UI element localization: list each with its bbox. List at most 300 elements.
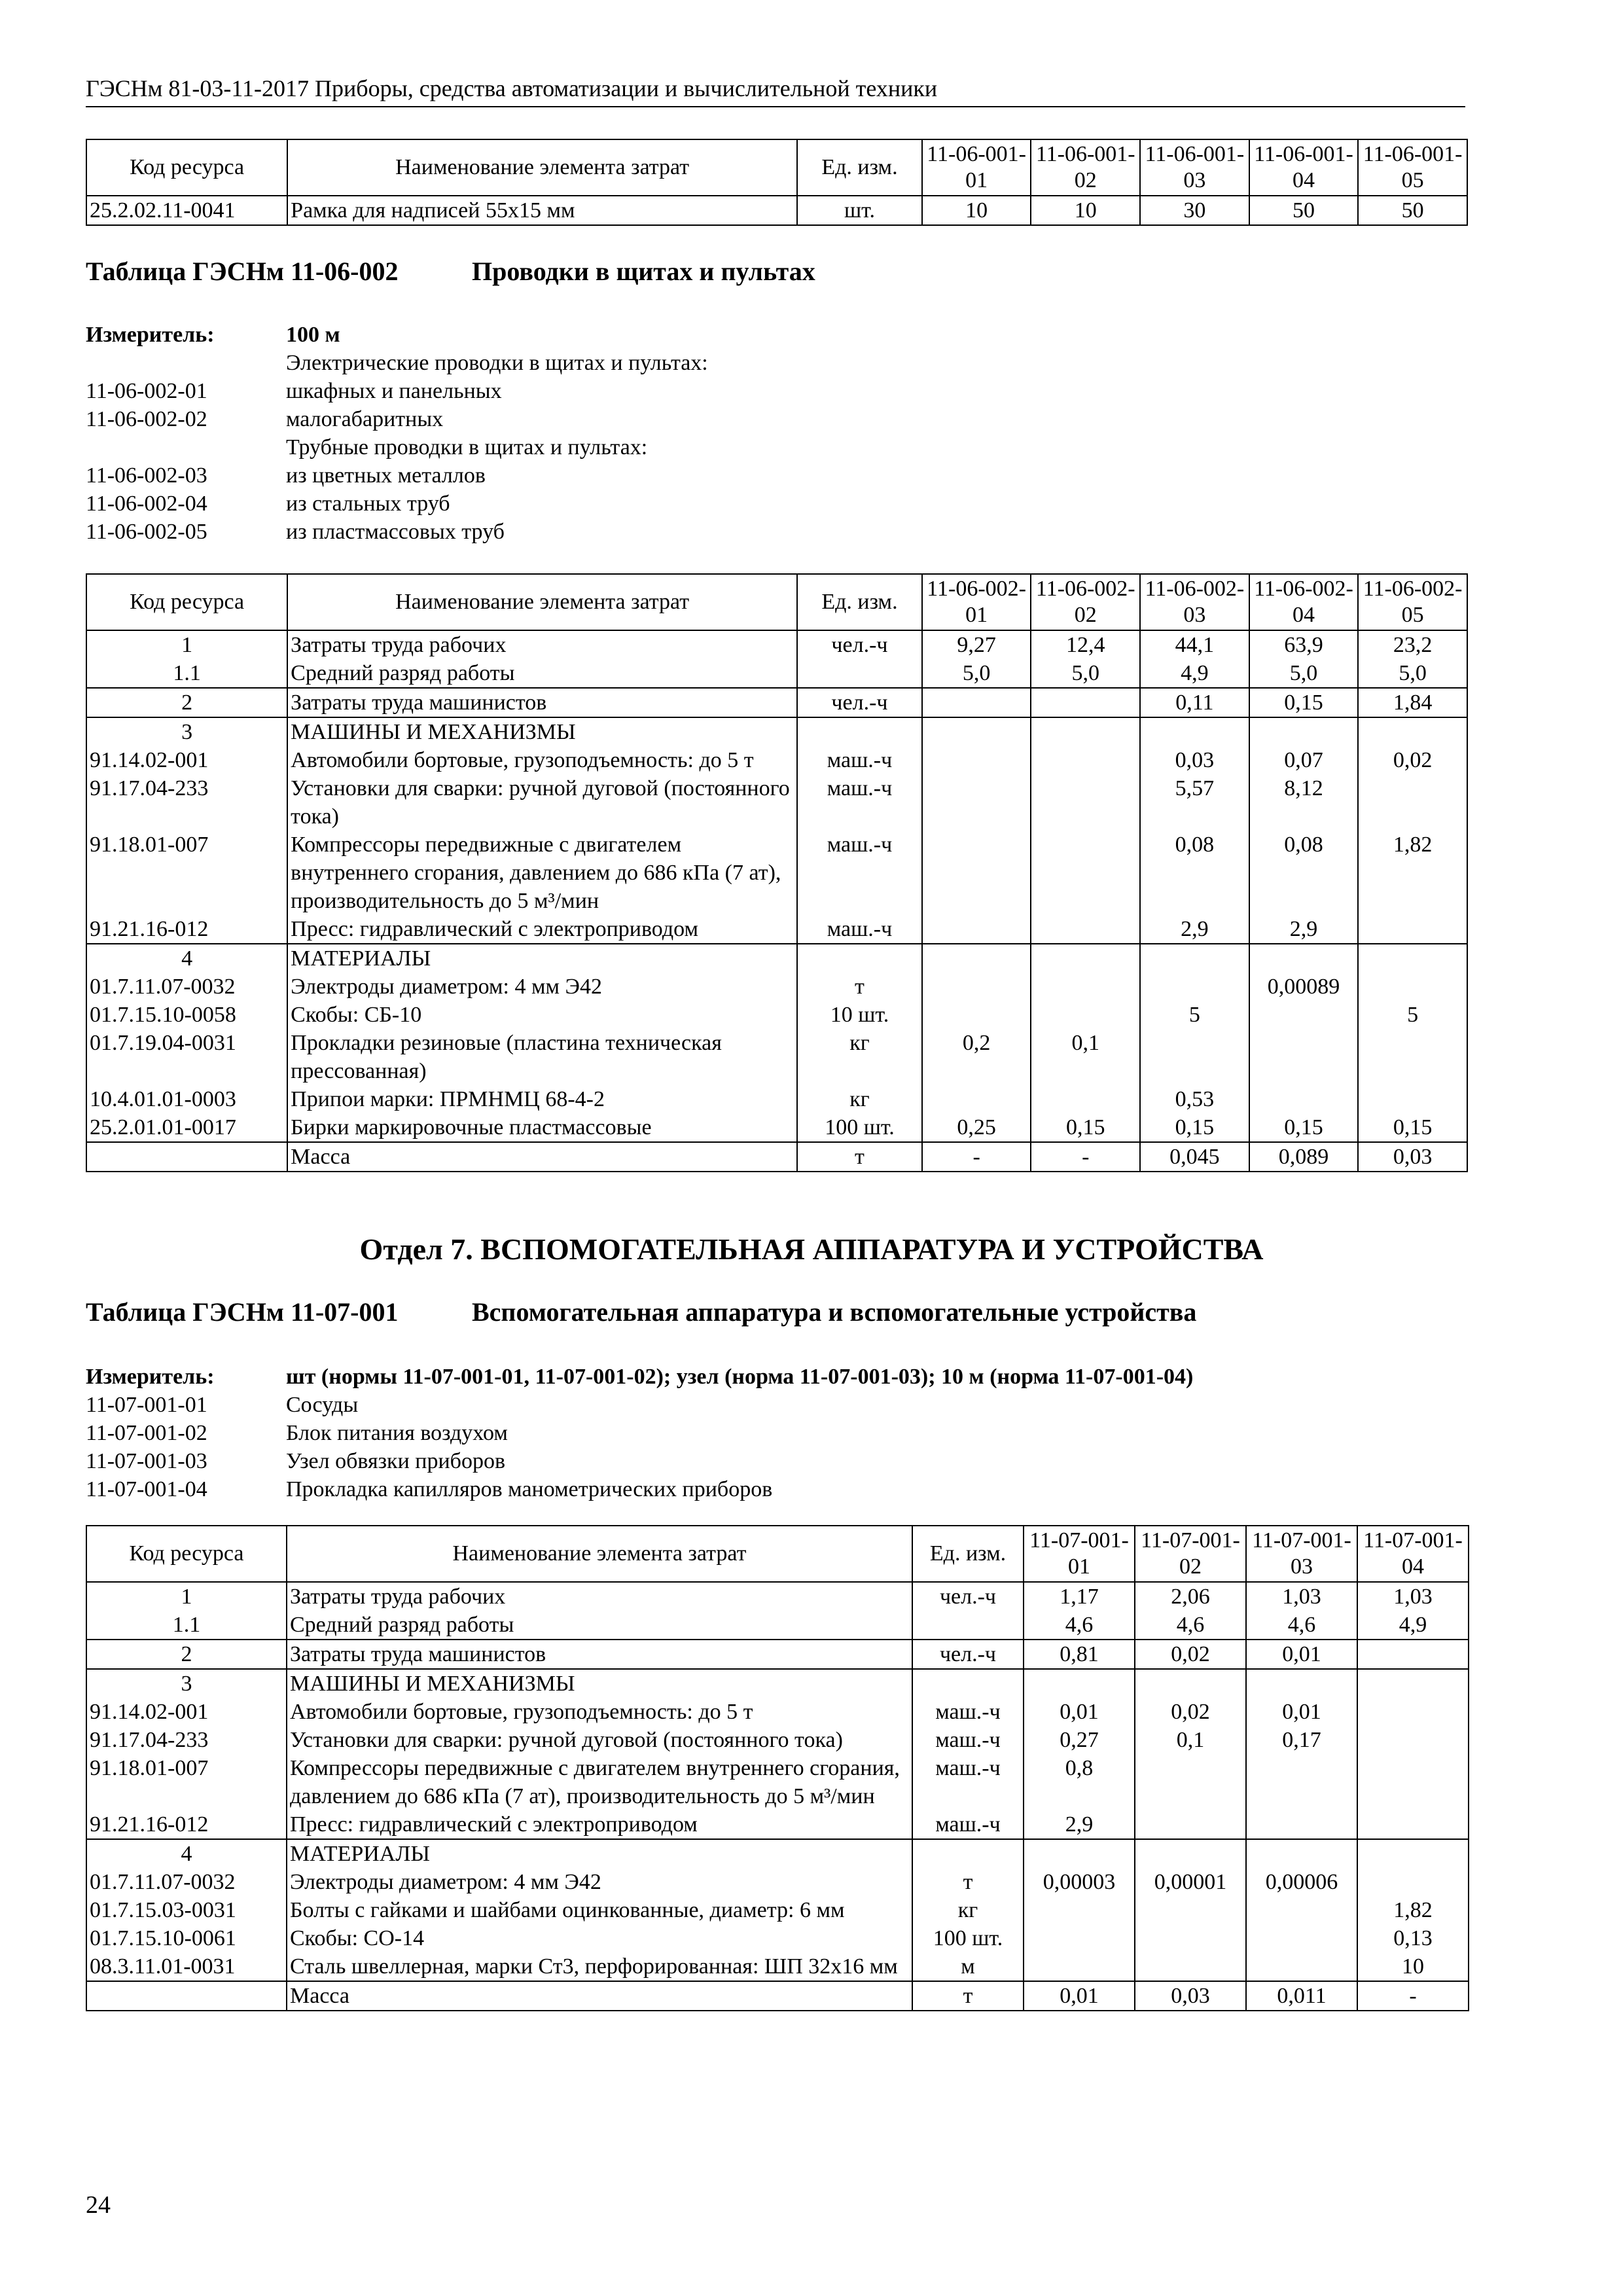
norm-value-cell [1357, 1754, 1469, 1810]
table-row [86, 1001, 1467, 1029]
meter-block-11-06-002 [86, 321, 708, 546]
cost-element-name-cell: Припои марки: ПРМНМЦ 68-4-2 [287, 1085, 797, 1113]
norm-value-cell: 0,03 [1140, 746, 1249, 774]
norm-value-cell [1246, 1669, 1357, 1698]
norm-value-cell: 0,15 [1358, 1113, 1467, 1142]
resource-code-cell: 91.21.16-012 [86, 1810, 287, 1839]
table-row [86, 1640, 1469, 1669]
table-row [86, 688, 1467, 717]
norm-value-cell: 0,00006 [1246, 1868, 1357, 1896]
norm-code: 11-06-002-03 [86, 463, 207, 488]
column-header: Наименование элемента затрат [287, 574, 797, 630]
norm-value-cell [1249, 717, 1359, 746]
column-header: 11-06-001-01 [922, 139, 1031, 196]
resource-code-cell: 1 [86, 630, 287, 659]
norm-value-cell [1358, 1029, 1467, 1085]
meter-row [86, 490, 708, 518]
table-header [86, 1526, 1469, 1582]
table-header [86, 574, 1467, 630]
resource-code-cell: 01.7.15.10-0058 [86, 1001, 287, 1029]
norm-value-cell: 50 [1358, 196, 1467, 225]
cost-element-name-cell: МАТЕРИАЛЫ [287, 1839, 912, 1868]
norm-description: шкафных и панельных [286, 379, 502, 403]
norm-value-cell [922, 1001, 1031, 1029]
norm-value-cell: 2,9 [1140, 915, 1249, 944]
meter-row [86, 461, 708, 490]
norm-value-cell: 44,1 [1140, 630, 1249, 659]
norm-value-cell [1135, 1839, 1246, 1868]
norm-value-cell: 0,15 [1140, 1113, 1249, 1142]
norm-value-cell: 0,089 [1249, 1142, 1359, 1172]
norm-value-cell: 9,27 [922, 630, 1031, 659]
norm-value-cell [1357, 1810, 1469, 1839]
norm-value-cell [1358, 1085, 1467, 1113]
norm-description: из пластмассовых труб [286, 520, 505, 544]
norm-description: 100 м [286, 323, 340, 347]
norm-value-cell: 2,06 [1135, 1582, 1246, 1611]
norm-value-cell: 5 [1358, 1001, 1467, 1029]
column-header: 11-07-001-01 [1024, 1526, 1135, 1582]
table-header [86, 139, 1467, 196]
cost-element-name-cell: Скобы: СО-14 [287, 1924, 912, 1952]
column-header: 11-06-002-03 [1140, 574, 1249, 630]
resource-code-cell: 01.7.11.07-0032 [86, 973, 287, 1001]
unit-cell [797, 717, 922, 746]
resource-code-cell: 91.14.02-001 [86, 746, 287, 774]
table-name: Проводки в щитах и пультах [472, 257, 815, 286]
column-header: Ед. изм. [797, 139, 922, 196]
table-row [86, 1698, 1469, 1726]
cost-element-name-cell: Затраты труда рабочих [287, 630, 797, 659]
norm-value-cell: 4,6 [1135, 1611, 1246, 1640]
column-header: 11-06-001-02 [1031, 139, 1140, 196]
norm-value-cell: 0,53 [1140, 1085, 1249, 1113]
norm-value-cell: 1,17 [1024, 1582, 1135, 1611]
norm-code: Измеритель: [86, 323, 215, 347]
table-row [86, 1868, 1469, 1896]
resource-code-cell: 91.17.04-233 [86, 774, 287, 831]
cost-element-name-cell: Сталь швеллерная, марки Ст3, перфорированная: ШП 32х16 мм [287, 1952, 912, 1981]
table-11-06-001-continuation [86, 139, 1468, 226]
table-row [86, 1981, 1469, 2011]
norm-value-cell [1135, 1754, 1246, 1810]
cost-element-name-cell: Средний разряд работы [287, 659, 797, 688]
norm-value-cell [1031, 944, 1140, 973]
norm-value-cell: 0,01 [1246, 1640, 1357, 1669]
cost-element-name-cell: Электроды диаметром: 4 мм Э42 [287, 973, 797, 1001]
norm-value-cell: 0,011 [1246, 1981, 1357, 2011]
norm-value-cell [1024, 1924, 1135, 1952]
table-name: Вспомогательная аппаратура и вспомогательные устройства [472, 1297, 1197, 1327]
norm-code: 11-07-001-04 [86, 1477, 207, 1501]
meter-row [86, 1447, 1193, 1475]
page-number: 24 [86, 2191, 111, 2219]
norm-value-cell [922, 746, 1031, 774]
norm-value-cell [922, 831, 1031, 915]
norm-value-cell: 0,045 [1140, 1142, 1249, 1172]
norm-value-cell: 2,9 [1024, 1810, 1135, 1839]
norm-value-cell [1140, 717, 1249, 746]
unit-cell: маш.-ч [797, 831, 922, 915]
resource-code-cell: 4 [86, 1839, 287, 1868]
norm-code: 11-07-001-03 [86, 1449, 207, 1473]
resource-code-cell: 1.1 [86, 659, 287, 688]
norm-value-cell [1246, 1952, 1357, 1981]
unit-cell: кг [797, 1029, 922, 1085]
resource-code-cell: 01.7.19.04-0031 [86, 1029, 287, 1085]
column-header: 11-06-002-04 [1249, 574, 1359, 630]
resource-code-cell: 91.18.01-007 [86, 1754, 287, 1810]
norm-value-cell [1024, 1669, 1135, 1698]
norm-value-cell: 50 [1249, 196, 1359, 225]
norm-value-cell: 5,0 [1358, 659, 1467, 688]
norm-value-cell [922, 944, 1031, 973]
resource-code-cell: 10.4.01.01-0003 [86, 1085, 287, 1113]
norm-value-cell [1140, 1029, 1249, 1085]
norm-value-cell: 0,13 [1357, 1924, 1469, 1952]
cost-element-name-cell: Компрессоры передвижные с двигателем внутреннего сгорания, давлением до 686 кПа (7 ат), производительность до 5 м³/мин [287, 831, 797, 915]
table-row [86, 831, 1467, 915]
norm-value-cell: 30 [1140, 196, 1249, 225]
norm-value-cell [1357, 1726, 1469, 1754]
norm-code: 11-06-002-01 [86, 379, 207, 403]
norm-value-cell [1246, 1896, 1357, 1924]
resource-code-cell: 91.17.04-233 [86, 1726, 287, 1754]
norm-value-cell: - [922, 1142, 1031, 1172]
table-row [86, 1952, 1469, 1981]
unit-cell [912, 1839, 1024, 1868]
cost-element-name-cell: Затраты труда рабочих [287, 1582, 912, 1611]
unit-cell: кг [912, 1896, 1024, 1924]
norm-value-cell [1140, 944, 1249, 973]
cost-element-name-cell: Рамка для надписей 55х15 мм [287, 196, 797, 225]
norm-value-cell [1358, 717, 1467, 746]
norm-value-cell [1135, 1810, 1246, 1839]
norm-description: Сосуды [286, 1393, 359, 1417]
norm-value-cell: 5,0 [1249, 659, 1359, 688]
norm-value-cell: 0,81 [1024, 1640, 1135, 1669]
norm-value-cell: 2,9 [1249, 915, 1359, 944]
norm-description: Прокладка капилляров манометрических приборов [286, 1477, 773, 1501]
table-row [86, 1669, 1469, 1698]
resource-code-cell: 1 [86, 1582, 287, 1611]
cost-element-name-cell: Болты с гайками и шайбами оцинкованные, диаметр: 6 мм [287, 1896, 912, 1924]
cost-element-name-cell: Средний разряд работы [287, 1611, 912, 1640]
norm-value-cell: 1,84 [1358, 688, 1467, 717]
norm-value-cell [1024, 1896, 1135, 1924]
section-title: Отдел 7. ВСПОМОГАТЕЛЬНАЯ АППАРАТУРА И УСТРОЙСТВА [359, 1232, 1264, 1266]
norm-value-cell [1135, 1669, 1246, 1698]
column-header: Код ресурса [86, 1526, 287, 1582]
cost-element-name-cell: Затраты труда машинистов [287, 1640, 912, 1669]
unit-cell: 10 шт. [797, 1001, 922, 1029]
norm-value-cell: 5,0 [1031, 659, 1140, 688]
norm-description: Узел обвязки приборов [286, 1449, 506, 1473]
norm-value-cell [1357, 1839, 1469, 1868]
norm-value-cell: 10 [1357, 1952, 1469, 1981]
resource-code-cell: 1.1 [86, 1611, 287, 1640]
norm-value-cell [1024, 1952, 1135, 1981]
table-row [86, 1726, 1469, 1754]
norm-value-cell: 0,1 [1031, 1029, 1140, 1085]
resource-code-cell: 91.18.01-007 [86, 831, 287, 915]
norm-value-cell [1358, 973, 1467, 1001]
unit-cell: чел.-ч [797, 630, 922, 659]
norm-code: 11-06-002-02 [86, 407, 207, 431]
meter-row [86, 518, 708, 546]
meter-row [86, 349, 708, 377]
norm-value-cell: 8,12 [1249, 774, 1359, 831]
unit-cell: маш.-ч [912, 1810, 1024, 1839]
norm-value-cell [1031, 1001, 1140, 1029]
header-row [86, 1526, 1469, 1582]
norm-value-cell [1031, 746, 1140, 774]
table-row [86, 1810, 1469, 1839]
norm-value-cell [1031, 973, 1140, 1001]
running-header: ГЭСНм 81-03-11-2017 Приборы, средства автоматизации и вычислительной техники [86, 74, 1465, 107]
norm-value-cell: 0,01 [1246, 1698, 1357, 1726]
meter-row [86, 1391, 1193, 1419]
cost-element-name-cell: Установки для сварки: ручной дуговой (постоянного тока) [287, 774, 797, 831]
norm-value-cell [1135, 1896, 1246, 1924]
table-title-11-06-002 [86, 255, 815, 288]
norm-value-cell: 12,4 [1031, 630, 1140, 659]
resource-code-cell: 91.14.02-001 [86, 1698, 287, 1726]
norm-value-cell: 10 [1031, 196, 1140, 225]
column-header: 11-06-001-03 [1140, 139, 1249, 196]
unit-cell: т [797, 1142, 922, 1172]
column-header: 11-06-002-01 [922, 574, 1031, 630]
table-row [86, 1085, 1467, 1113]
unit-cell: маш.-ч [797, 746, 922, 774]
column-header: Ед. изм. [912, 1526, 1024, 1582]
unit-cell [912, 1669, 1024, 1698]
header-row [86, 139, 1467, 196]
norm-value-cell [922, 973, 1031, 1001]
norm-code [86, 349, 286, 377]
norm-value-cell [1249, 944, 1359, 973]
unit-cell [797, 659, 922, 688]
table-row [86, 1924, 1469, 1952]
unit-cell: чел.-ч [912, 1640, 1024, 1669]
norm-value-cell: 63,9 [1249, 630, 1359, 659]
resource-code-cell: 4 [86, 944, 287, 973]
norm-value-cell: 0,15 [1249, 688, 1359, 717]
meter-row [86, 433, 708, 461]
norm-value-cell [1031, 1085, 1140, 1113]
norm-value-cell [1249, 1029, 1359, 1085]
unit-cell: маш.-ч [797, 915, 922, 944]
column-header: Наименование элемента затрат [287, 139, 797, 196]
norm-value-cell [1031, 717, 1140, 746]
norm-value-cell [1249, 1085, 1359, 1113]
unit-cell: кг [797, 1085, 922, 1113]
header-row [86, 574, 1467, 630]
norm-value-cell: 10 [922, 196, 1031, 225]
column-header: Код ресурса [86, 574, 287, 630]
resource-code-cell: 25.2.01.01-0017 [86, 1113, 287, 1142]
table-row [86, 1611, 1469, 1640]
norm-value-cell: - [1357, 1981, 1469, 2011]
resource-code-cell: 2 [86, 688, 287, 717]
cost-element-name-cell: Бирки маркировочные пластмассовые [287, 1113, 797, 1142]
norm-value-cell: 4,9 [1357, 1611, 1469, 1640]
resource-code-cell: 3 [86, 717, 287, 746]
unit-cell [797, 944, 922, 973]
meter-block-11-07-001 [86, 1363, 1193, 1503]
norm-value-cell [1140, 973, 1249, 1001]
norm-value-cell: 0,2 [922, 1029, 1031, 1085]
meter-row [86, 377, 708, 405]
norm-value-cell [1357, 1868, 1469, 1896]
norm-value-cell: 5 [1140, 1001, 1249, 1029]
column-header: 11-06-001-04 [1249, 139, 1359, 196]
norm-value-cell [1358, 774, 1467, 831]
table-row [86, 1142, 1467, 1172]
table-row [86, 1839, 1469, 1868]
norm-description: малогабаритных [286, 407, 444, 431]
unit-cell: 100 шт. [797, 1113, 922, 1142]
norm-value-cell: 0,17 [1246, 1726, 1357, 1754]
table-number: Таблица ГЭСНм 11-07-001 [86, 1297, 399, 1327]
norm-description: из стальных труб [286, 492, 450, 516]
cost-element-name-cell: МАШИНЫ И МЕХАНИЗМЫ [287, 1669, 912, 1698]
meter-row [86, 405, 708, 433]
table-row [86, 717, 1467, 746]
norm-value-cell: 0,01 [1024, 1981, 1135, 2011]
norm-value-cell [922, 774, 1031, 831]
unit-cell: м [912, 1952, 1024, 1981]
resource-code-cell: 2 [86, 1640, 287, 1669]
unit-cell: чел.-ч [912, 1582, 1024, 1611]
table-row [86, 630, 1467, 659]
resource-code-cell [86, 1981, 287, 2011]
table-row [86, 746, 1467, 774]
norm-value-cell [1135, 1952, 1246, 1981]
norm-value-cell: 0,11 [1140, 688, 1249, 717]
table-number: Таблица ГЭСНм 11-06-002 [86, 257, 399, 286]
cost-element-name-cell: МАТЕРИАЛЫ [287, 944, 797, 973]
norm-code: 11-07-001-01 [86, 1393, 207, 1417]
norm-value-cell [1031, 915, 1140, 944]
norm-value-cell: 4,6 [1024, 1611, 1135, 1640]
norm-value-cell: 0,02 [1135, 1640, 1246, 1669]
table-row [86, 1896, 1469, 1924]
norm-value-cell [1031, 688, 1140, 717]
norm-value-cell [922, 1085, 1031, 1113]
norm-value-cell: 0,00003 [1024, 1868, 1135, 1896]
cost-element-name-cell: МАШИНЫ И МЕХАНИЗМЫ [287, 717, 797, 746]
norm-value-cell: 1,82 [1357, 1896, 1469, 1924]
cost-element-name-cell: Компрессоры передвижные с двигателем внутреннего сгорания, давлением до 686 кПа (7 ат), производительность до 5 м³/мин [287, 1754, 912, 1810]
norm-value-cell: 5,57 [1140, 774, 1249, 831]
norm-value-cell: 0,08 [1140, 831, 1249, 915]
norm-value-cell [922, 717, 1031, 746]
norm-value-cell [922, 688, 1031, 717]
norm-description: Блок питания воздухом [286, 1421, 508, 1445]
cost-element-name-cell: Затраты труда машинистов [287, 688, 797, 717]
norm-value-cell: 0,02 [1358, 746, 1467, 774]
unit-cell: маш.-ч [797, 774, 922, 831]
resource-code-cell: 01.7.15.10-0061 [86, 1924, 287, 1952]
norm-value-cell [1135, 1924, 1246, 1952]
norm-value-cell: 4,6 [1246, 1611, 1357, 1640]
cost-element-name-cell: Пресс: гидравлический с электроприводом [287, 915, 797, 944]
unit-cell: чел.-ч [797, 688, 922, 717]
norm-description: Трубные проводки в щитах и пультах: [286, 435, 648, 459]
norm-value-cell: 0,25 [922, 1113, 1031, 1142]
table-title-11-07-001 [86, 1296, 1196, 1329]
unit-cell: маш.-ч [912, 1754, 1024, 1810]
cost-element-name-cell: Прокладки резиновые (пластина техническая прессованная) [287, 1029, 797, 1085]
norm-code: 11-06-002-05 [86, 520, 207, 544]
norm-value-cell: 1,03 [1246, 1582, 1357, 1611]
table-row [86, 944, 1467, 973]
norm-value-cell: 0,8 [1024, 1754, 1135, 1810]
norm-code: Измеритель: [86, 1365, 215, 1389]
norm-description: из цветных металлов [286, 463, 486, 488]
table-row [86, 1582, 1469, 1611]
column-header: 11-06-001-05 [1358, 139, 1467, 196]
norm-description: шт (нормы 11-07-001-01, 11-07-001-02); узел (норма 11-07-001-03); 10 м (норма 11-07-001-04) [286, 1365, 1194, 1389]
norm-code [86, 433, 286, 461]
column-header: 11-06-002-02 [1031, 574, 1140, 630]
norm-value-cell: 0,01 [1024, 1698, 1135, 1726]
norm-value-cell: 0,03 [1358, 1142, 1467, 1172]
norm-code: 11-07-001-02 [86, 1421, 207, 1445]
table-row [86, 973, 1467, 1001]
column-header: 11-07-001-04 [1357, 1526, 1469, 1582]
column-header: Ед. изм. [797, 574, 922, 630]
resource-code-cell: 01.7.11.07-0032 [86, 1868, 287, 1896]
table-11-07-001 [86, 1525, 1469, 2011]
meter-row [86, 1419, 1193, 1447]
norm-value-cell [1357, 1669, 1469, 1698]
resource-code-cell: 25.2.02.11-0041 [86, 196, 287, 225]
norm-value-cell [1358, 915, 1467, 944]
cost-element-name-cell: Электроды диаметром: 4 мм Э42 [287, 1868, 912, 1896]
cost-element-name-cell: Установки для сварки: ручной дуговой (постоянного тока) [287, 1726, 912, 1754]
table-row [86, 1113, 1467, 1142]
norm-value-cell [1246, 1810, 1357, 1839]
norm-value-cell: 4,9 [1140, 659, 1249, 688]
norm-value-cell: 0,15 [1249, 1113, 1359, 1142]
table-row [86, 774, 1467, 831]
norm-value-cell [1246, 1754, 1357, 1810]
norm-value-cell: 5,0 [922, 659, 1031, 688]
norm-value-cell: 0,27 [1024, 1726, 1135, 1754]
meter-row [86, 321, 708, 349]
cost-element-name-cell: Масса [287, 1142, 797, 1172]
norm-value-cell [1249, 1001, 1359, 1029]
norm-value-cell [1031, 774, 1140, 831]
norm-value-cell: 1,03 [1357, 1582, 1469, 1611]
norm-description: Электрические проводки в щитах и пультах: [286, 351, 708, 375]
norm-value-cell [1357, 1640, 1469, 1669]
cost-element-name-cell: Масса [287, 1981, 912, 2011]
resource-code-cell: 3 [86, 1669, 287, 1698]
unit-cell: т [797, 973, 922, 1001]
norm-value-cell: 23,2 [1358, 630, 1467, 659]
unit-cell: 100 шт. [912, 1924, 1024, 1952]
meter-row [86, 1363, 1193, 1391]
norm-value-cell: 0,15 [1031, 1113, 1140, 1142]
resource-code-cell [86, 1142, 287, 1172]
norm-value-cell [1031, 831, 1140, 915]
cost-element-name-cell: Автомобили бортовые, грузоподъемность: до 5 т [287, 1698, 912, 1726]
norm-value-cell [1358, 944, 1467, 973]
resource-code-cell: 91.21.16-012 [86, 915, 287, 944]
